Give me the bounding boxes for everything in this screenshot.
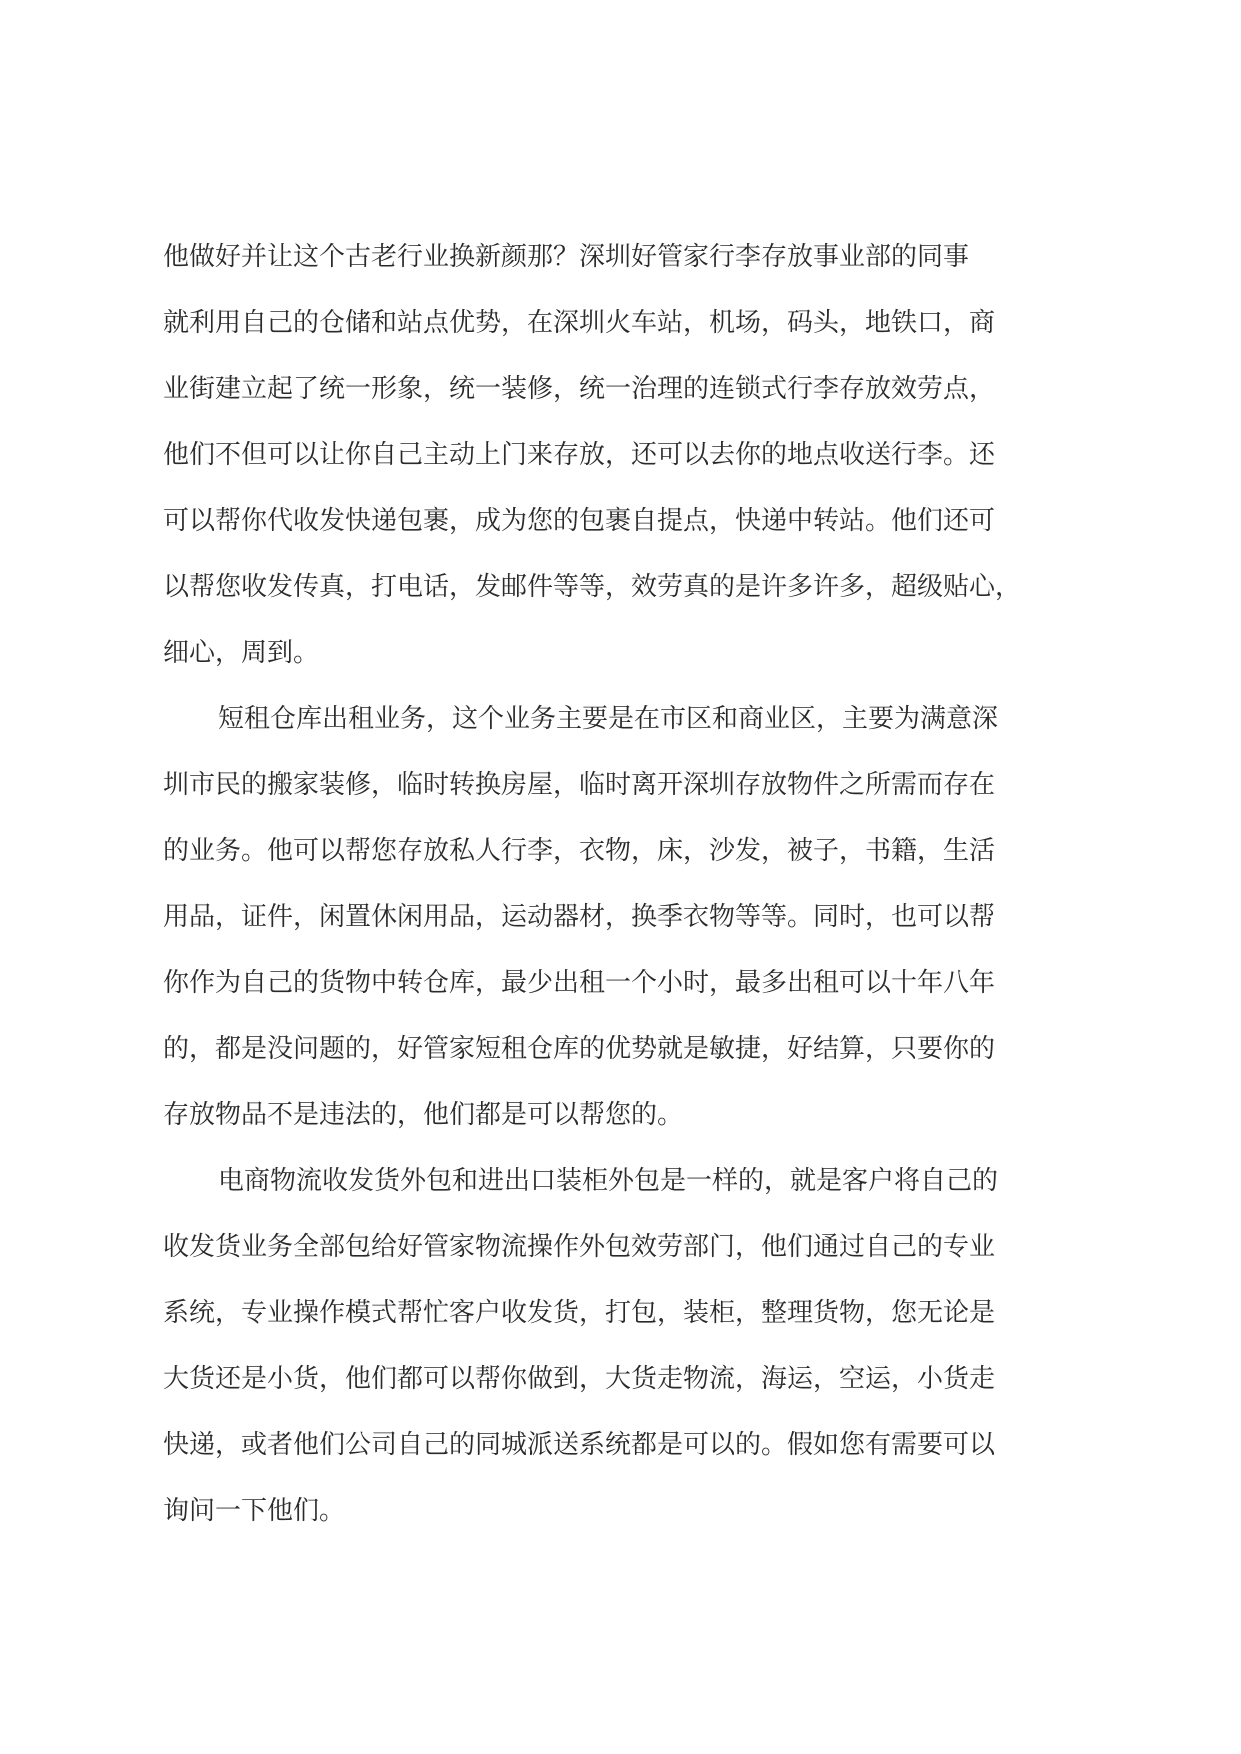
paragraph-1 <box>163 224 1093 686</box>
text-line: 他们不但可以让你自己主动上门来存放，还可以去你的地点收送行李。还 <box>163 440 996 470</box>
text-line: 细心，周到。 <box>163 638 320 668</box>
text-line: 快递，或者他们公司自己的同城派送系统都是可以的。假如您有需要可以 <box>163 1430 996 1460</box>
text-line: 存放物品不是违法的，他们都是可以帮您的。 <box>163 1100 684 1130</box>
text-line: 的，都是没问题的，好管家短租仓库的优势就是敏捷，好结算，只要你的 <box>163 1034 996 1064</box>
text-line: 系统，专业操作模式帮忙客户收发货，打包，装柜，整理货物，您无论是 <box>163 1298 996 1328</box>
text-line-first: 电商物流收发货外包和进出口装柜外包是一样的，就是客户将自己的 <box>218 1166 999 1196</box>
document-body <box>163 224 1093 1544</box>
text-line: 你作为自己的货物中转仓库，最少出租一个小时，最多出租可以十年八年 <box>163 968 996 998</box>
text-line: 可以帮你代收发快递包裹，成为您的包裹自提点，快递中转站。他们还可 <box>163 506 996 536</box>
text-line: 以帮您收发传真，打电话，发邮件等等，效劳真的是许多许多，超级贴心， <box>163 572 1022 602</box>
text-line: 的业务。他可以帮您存放私人行李，衣物，床，沙发，被子，书籍，生活 <box>163 836 996 866</box>
text-line: 业街建立起了统一形象，统一装修，统一治理的连锁式行李存放效劳点， <box>163 374 996 404</box>
text-line: 询问一下他们。 <box>163 1496 346 1526</box>
paragraph-2 <box>163 686 1093 1148</box>
text-line: 用品，证件，闲置休闲用品，运动器材，换季衣物等等。同时，也可以帮 <box>163 902 996 932</box>
text-line: 收发货业务全部包给好管家物流操作外包效劳部门，他们通过自己的专业 <box>163 1232 996 1262</box>
text-line: 就利用自己的仓储和站点优势，在深圳火车站，机场，码头，地铁口，商 <box>163 308 996 338</box>
text-line: 大货还是小货，他们都可以帮你做到，大货走物流，海运，空运，小货走 <box>163 1364 996 1394</box>
text-line: 他做好并让这个古老行业换新颜那？深圳好管家行李存放事业部的同事 <box>163 242 970 272</box>
text-line: 圳市民的搬家装修，临时转换房屋，临时离开深圳存放物件之所需而存在 <box>163 770 996 800</box>
text-line-first: 短租仓库出租业务，这个业务主要是在市区和商业区，主要为满意深 <box>218 704 999 734</box>
paragraph-3 <box>163 1148 1093 1544</box>
